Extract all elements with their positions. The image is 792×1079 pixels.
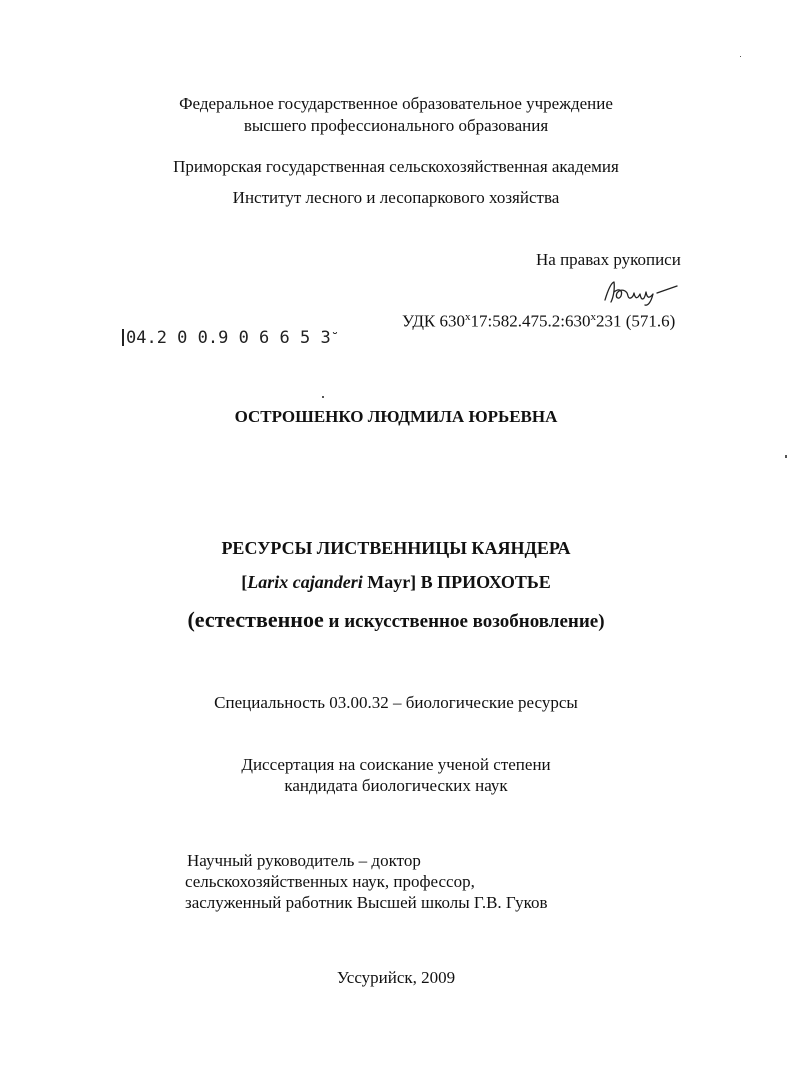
dissertation-title-latin-line: [Larix cajanderi Mayr] В ПРИОХОТЬЕ [241,572,551,592]
institute-name: Институт лесного и лесопаркового хозяйства [232,188,560,207]
dissertation-title: РЕСУРСЫ ЛИСТВЕННИЦЫ КАЯНДЕРА [221,538,571,558]
handwritten-signature [601,278,693,306]
education-level-line: высшего профессионального образования [243,116,549,135]
supervisor-line-2: сельскохозяйственных наук, профессор, [185,872,475,891]
scan-speck [322,396,324,398]
supervisor-line-3: заслуженный работник Высшей школы Г.В. Гуков [185,893,548,912]
scan-speck [740,56,741,57]
academy-name: Приморская государственная сельскохозяйственная академия [173,157,619,176]
city-year: Уссурийск, 2009 [336,968,456,987]
institution-type-line: Федеральное государственное образовательное учреждение [179,94,613,113]
udk-code: УДК 630$^x$17:582.475.2:630$^x$231 (571.6) [402,311,676,331]
specialty: Специальность 03.00.32 – биологические ресурсы [214,693,578,712]
dissertation-subtitle: (естественное и искусственное возобновление) [187,607,605,632]
degree-line-1: Диссертация на соискание ученой степени [241,755,551,774]
supervisor-line-1: Научный руководитель – доктор [187,851,421,870]
registration-number: 04.2 0 0.9 0 6 6 5 3˘ [122,328,339,348]
degree-line-2: кандидата биологических наук [284,776,508,795]
author-name: ОСТРОШЕНКО ЛЮДМИЛА ЮРЬЕВНА [234,407,558,426]
rights-note: На правах рукописи [536,250,681,269]
scan-speck [785,455,787,458]
